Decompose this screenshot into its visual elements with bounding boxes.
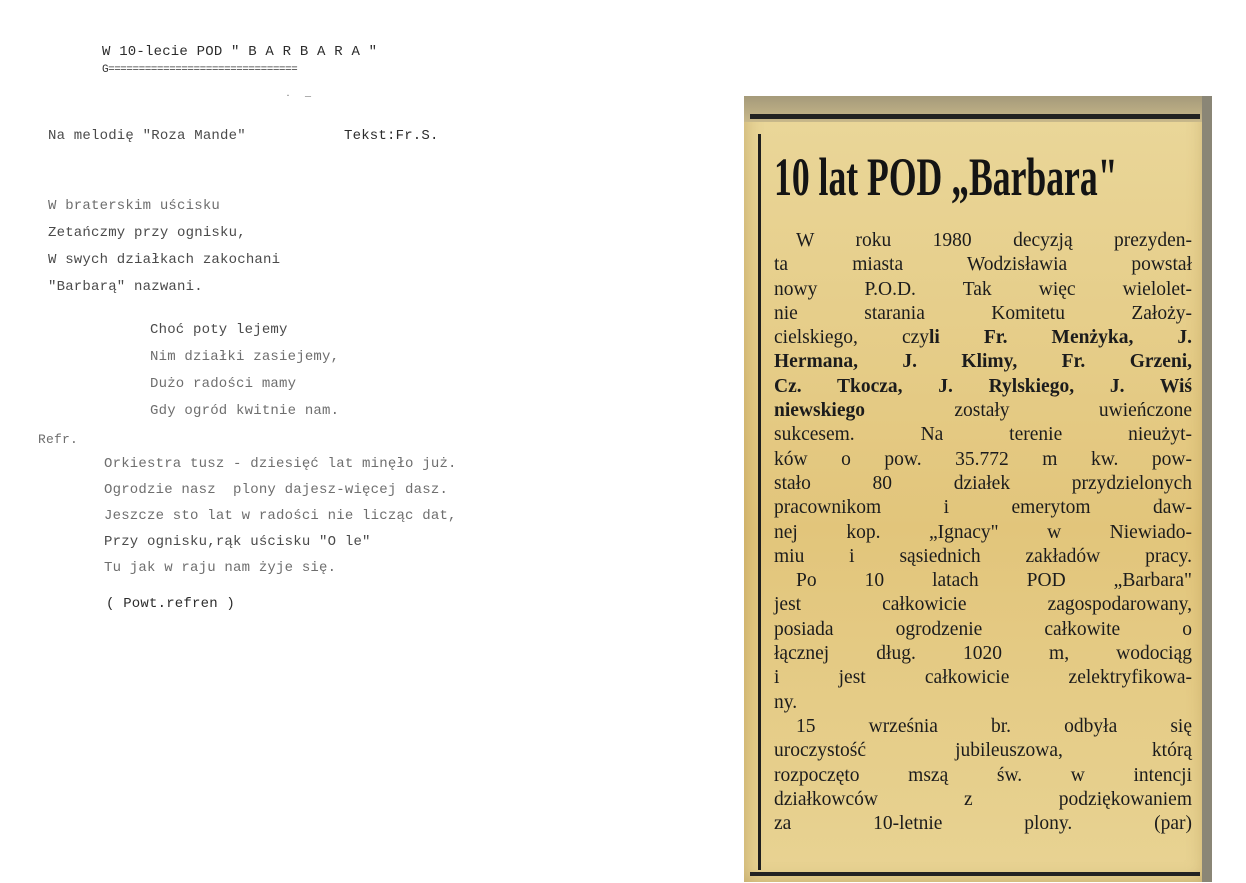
refrain-label: Refr. (38, 432, 79, 447)
clipping-right-edge (1202, 96, 1212, 882)
article-line: pracownikom i emerytom daw- (774, 497, 1192, 519)
clipping-headline: 10 lat POD „Barbara" (774, 147, 1118, 207)
stanza-2-line: Choć poty lejemy (150, 322, 288, 338)
article-line: Cz. Tkocza, J. Rylskiego, J. Wiś (774, 375, 1192, 397)
refrain-line: Jeszcze sto lat w radości nie licząc dat, (104, 508, 457, 524)
article-line: miu i sąsiednich zakładów pracy. (774, 545, 1192, 567)
title-underline: G=============================== (102, 64, 298, 76)
article-line: nie starania Komitetu Założy- (774, 302, 1192, 324)
song-title: W 10-lecie POD " B A R B A R A " (102, 44, 378, 60)
clipping-column-rule (758, 134, 761, 870)
article-line: nowy P.O.D. Tak więc wielolet- (774, 278, 1192, 300)
article-line: uroczystość jubileuszowa, którą (774, 740, 1192, 762)
article-line: ta miasta Wodzisławia powstał (774, 254, 1192, 276)
article-line: W roku 1980 decyzją prezyden- (796, 230, 1192, 251)
article-line: ków o pow. 35.772 m kw. pow- (774, 448, 1192, 470)
stanza-1-line: W braterskim uścisku (48, 198, 221, 214)
melody-note: Na melodię "Roza Mande" (48, 128, 246, 144)
article-line: rozpoczęto mszą św. w intencji (774, 764, 1192, 786)
stanza-2-line: Nim działki zasiejemy, (150, 349, 340, 365)
clipping-top-rule (750, 114, 1200, 119)
refrain-line: Tu jak w raju nam żyje się. (104, 560, 337, 576)
article-line: ny. (774, 691, 798, 713)
refrain-line: Orkiestra tusz - dziesięć lat minęło już. (104, 456, 457, 472)
repeat-refrain-note: ( Powt.refren ) (106, 596, 236, 612)
stanza-1-line: Zetańczmy przy ognisku, (48, 225, 246, 241)
article-line: działkowców z podziękowaniem (774, 788, 1192, 810)
article-line: niewskiego zostały uwieńczone (774, 400, 1192, 422)
stanza-2-line: Gdy ogród kwitnie nam. (150, 403, 340, 419)
refrain-line: Przy ognisku,rąk uścisku "O le" (104, 534, 371, 550)
clipping-bottom-rule (750, 872, 1200, 876)
article-line: i jest całkowicie zelektryfikowa- (774, 667, 1192, 689)
article-line: sukcesem. Na terenie nieużyt- (774, 424, 1192, 446)
refrain-line: Ogrodzie nasz plony dajesz-więcej dasz. (104, 482, 449, 498)
article-line: stało 80 działek przydzielonych (774, 472, 1192, 494)
stanza-2-line: Dużo radości mamy (150, 376, 297, 392)
article-line: posiada ogrodzenie całkowite o (774, 618, 1192, 640)
article-line: 15 września br. odbyła się (796, 715, 1192, 737)
lyrics-author: Tekst:Fr.S. (344, 128, 439, 144)
newspaper-clipping (744, 96, 1206, 882)
ink-dot-mark: · – (286, 88, 311, 102)
article-line: cielskiego, czyli Fr. Menżyka, J. (774, 327, 1192, 349)
article-line: Po 10 latach POD „Barbara" (796, 570, 1192, 592)
stanza-1-line: "Barbarą" nazwani. (48, 279, 203, 295)
article-line: nej kop. „Ignacy" w Niewiado- (774, 521, 1192, 543)
stanza-1-line: W swych działkach zakochani (48, 252, 281, 268)
article-line: Hermana, J. Klimy, Fr. Grzeni, (774, 351, 1192, 373)
clipping-article-body (774, 229, 1192, 836)
article-line: łącznej dług. 1020 m, wodociąg (774, 643, 1192, 665)
article-line: za 10-letnie plony. (par) (774, 813, 1192, 835)
article-line: jest całkowicie zagospodarowany, (774, 594, 1192, 616)
